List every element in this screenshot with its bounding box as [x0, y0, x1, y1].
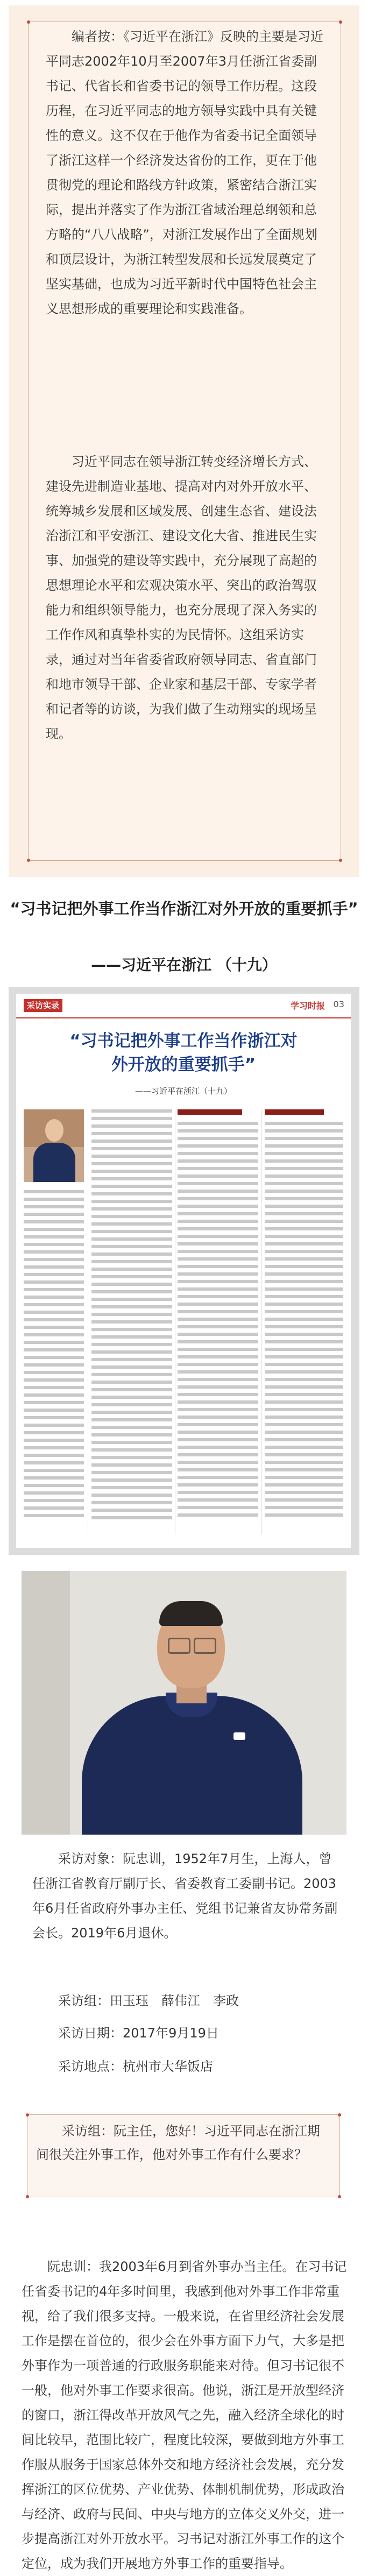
editor-note-paragraph: 习近平同志在领导浙江转变经济增长方式、建设先进制造业基地、提高对内对外开放水平、统筹城乡发展和区域发展、创建生态省、建设法治浙江和平安浙江、建设文化大省、推进民生实事、加强党的建设等实践中，充分展现了高超的思想理论水平和宏观决策水平、突出的政治驾驭能力和组织领导能力，也充分展现了深入务实的工作作风和真挚朴实的为民情怀。这组采访实录，通过对当年省委省政府领导同志、省直部门和地市领导干部、企业家和基层干部、专家学者和记者等的访谈，为我们做了生动翔实的现场呈现。	[46, 454, 317, 741]
magazine-text-column	[91, 1109, 172, 1524]
interviewee-photo	[22, 1571, 346, 1835]
answer-text: 阮忠训：我2003年6月到省外事办当主任。在习书记任省委书记的4年多时间里，我感到他对外事工作非常重视，给了我们很多支持。一般来说，在省里经济社会发展工作是摆在首位的，很少会在外事方面下力气，大多是把外事作为一项普通的行政服务职能来对待。但习书记很不一般，他对外事工作要求很高。他说，浙江是开放型经济的窗口，浙江得改革开放风气之先，融入经济全球化的时间比较早，范围比较广，程度比较深，要做到地方外事工作服从服务于国家总体外交和地方经济社会发展，充分发挥浙江的区位优势、产业优势、体制机制优势，形成政治与经济、政府与民间、中央与地方的立体交叉外交，进一步提高浙江对外开放水平。习书记对浙江外事工作的这个定位，成为我们开展地方外事工作的重要指导。	[22, 2259, 347, 2571]
column-divider	[261, 1109, 262, 1534]
magazine-column-tag: 采访实录	[24, 999, 62, 1012]
question-box	[27, 2114, 340, 2197]
section-subtitle: ——习近平在浙江 （十九）	[91, 956, 277, 974]
interview-date: 采访日期：2017年9月19日	[58, 2026, 219, 2041]
magazine-text-column	[265, 1122, 343, 1521]
section-title: “习书记把外事工作当作浙江对外开放的重要抓手”	[10, 900, 358, 918]
magazine-subtitle: ——习近平在浙江（十九）	[135, 1086, 232, 1096]
magazine-subheading	[178, 1109, 242, 1115]
magazine-brand: 学习时报	[290, 1001, 325, 1011]
interview-place: 采访地点：杭州市大华饭店	[58, 2059, 213, 2074]
magazine-text-column	[178, 1122, 258, 1521]
corner-dot	[26, 2113, 29, 2117]
corner-dot	[338, 2113, 341, 2117]
magazine-page-number: 03	[333, 999, 344, 1009]
corner-dot	[27, 20, 30, 24]
magazine-text-column	[24, 1190, 84, 1521]
interviewee-profile: 采访对象：阮忠训，1952年7月生，上海人，曾任浙江省教育厅副厅长、省委教育工委副书记。2003年6月任省政府外事办主任、党组书记兼省友协常务副会长。2019年6月退休。	[32, 1851, 338, 1941]
editor-note-frame	[28, 22, 341, 861]
corner-dot	[339, 20, 342, 24]
interview-group: 采访组：田玉珏 薛伟江 李政	[58, 1993, 239, 2008]
magazine-page-image	[9, 987, 359, 1555]
question-text: 采访组：阮主任，您好！习近平同志在浙江期间很关注外事工作，他对外事工作有什么要求？	[36, 2124, 320, 2162]
magazine-portrait-photo	[24, 1109, 84, 1182]
editor-note-box	[9, 5, 359, 877]
magazine-header	[16, 994, 351, 1018]
corner-dot	[339, 859, 342, 862]
magazine-title: “习书记把外事工作当作浙江对外开放的重要抓手”	[69, 1031, 298, 1074]
editor-note-paragraph: 编者按：《习近平在浙江》反映的主要是习近平同志2002年10月至2007年3月任浙江省委副书记、代省长和省委书记的领导工作历程。这段历程，在习近平同志的地方领导实践中具有关键性的意义。这不仅在于他作为省委书记全面领导了浙江这样一个经济发达省份的工作，更在于他贯彻党的理论和路线方针政策，紧密结合浙江实际，提出并落实了作为浙江省域治理总纲领和总方略的“八八战略”，对浙江发展作出了全面规划和顶层设计，为浙江转型发展和长远发展奠定了坚实基础，也成为习近平新时代中国特色社会主义思想形成的重要理论和实践准备。	[46, 29, 323, 316]
corner-dot	[26, 2195, 29, 2198]
magazine-page	[16, 994, 351, 1548]
corner-dot	[338, 2195, 341, 2198]
corner-dot	[27, 859, 30, 862]
magazine-subheading	[265, 1109, 324, 1115]
